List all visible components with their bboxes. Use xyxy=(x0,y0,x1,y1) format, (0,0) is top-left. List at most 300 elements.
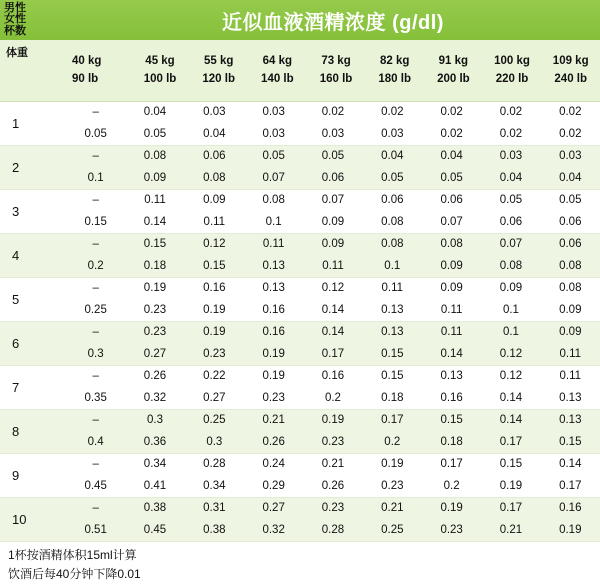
bac-cell xyxy=(66,366,125,409)
header-row-legend xyxy=(0,0,66,40)
bac-cell xyxy=(363,498,422,541)
bac-male-value: 0.27 xyxy=(262,502,285,515)
bac-male-value: – xyxy=(92,458,99,471)
bac-male-value: 0.09 xyxy=(321,238,345,251)
bac-cell xyxy=(422,234,481,277)
bac-male-value: 0.15 xyxy=(143,238,167,251)
bac-female-value: 0.2 xyxy=(443,479,460,492)
bac-female-value: 0.05 xyxy=(381,171,404,184)
bac-male-value: 0.12 xyxy=(499,370,523,383)
bac-male-value: 0.17 xyxy=(381,414,404,427)
drinks-count: 8 xyxy=(12,424,20,439)
bac-male-value: 0.09 xyxy=(499,282,523,295)
bac-cell xyxy=(303,146,362,189)
weight-kg: 82 kg xyxy=(379,54,410,67)
bac-female-value: 0.09 xyxy=(321,215,345,228)
bac-male-value: 0.23 xyxy=(321,502,345,515)
bac-female-value: 0.11 xyxy=(559,347,582,360)
bac-cell xyxy=(541,322,600,365)
bac-male-value: 0.04 xyxy=(440,150,463,163)
weight-kg: 45 kg xyxy=(145,54,175,67)
bac-male-value: 0.06 xyxy=(559,238,582,251)
bac-male-value: 0.16 xyxy=(203,282,226,295)
bac-female-value: 0.06 xyxy=(321,171,345,184)
bac-male-value: 0.09 xyxy=(440,282,463,295)
bac-cell xyxy=(481,234,540,277)
bac-male-value: 0.15 xyxy=(381,370,404,383)
bac-male-value: 0.13 xyxy=(559,414,582,427)
bac-female-value: 0.14 xyxy=(321,303,345,316)
bac-cell xyxy=(541,366,600,409)
bac-cell xyxy=(422,146,481,189)
bac-male-value: 0.22 xyxy=(203,370,226,383)
bac-female-value: 0.03 xyxy=(321,127,345,140)
bac-male-value: 0.26 xyxy=(143,370,167,383)
bac-female-value: 0.32 xyxy=(262,523,285,536)
bac-male-value: 0.13 xyxy=(381,326,404,339)
bac-female-value: 0.02 xyxy=(499,127,523,140)
bac-male-value: 0.17 xyxy=(440,458,463,471)
bac-male-value: 0.11 xyxy=(262,238,285,251)
weight-header-label: 体重 xyxy=(6,47,28,59)
bac-cell xyxy=(541,454,600,497)
bac-cell xyxy=(185,234,244,277)
bac-male-value: – xyxy=(92,370,99,383)
weight-kg: 100 kg xyxy=(494,54,530,67)
bac-cell xyxy=(303,454,362,497)
bac-cell xyxy=(541,102,600,145)
drinks-count: 6 xyxy=(12,336,20,351)
bac-male-value: 0.02 xyxy=(440,106,463,119)
table-body xyxy=(0,102,600,542)
bac-cell xyxy=(185,498,244,541)
bac-male-value: 0.02 xyxy=(559,106,582,119)
weight-kg: 109 kg xyxy=(552,54,589,67)
bac-cell xyxy=(363,322,422,365)
bac-male-value: 0.08 xyxy=(262,194,285,207)
bac-female-value: 0.28 xyxy=(321,523,345,536)
bac-male-value: 0.03 xyxy=(499,150,523,163)
footer-notes xyxy=(0,542,600,583)
bac-female-value: 0.25 xyxy=(381,523,404,536)
bac-male-value: 0.31 xyxy=(203,502,226,515)
bac-cell xyxy=(66,234,125,277)
footer-note-1: 1杯按酒精体积15ml计算 xyxy=(8,548,137,562)
bac-male-value: 0.11 xyxy=(144,194,166,207)
bac-male-value: 0.06 xyxy=(440,194,463,207)
bac-cell xyxy=(66,498,125,541)
bac-female-value: 0.38 xyxy=(203,523,226,536)
drinks-count: 9 xyxy=(12,468,20,483)
bac-female-value: 0.3 xyxy=(87,347,104,360)
bac-cell xyxy=(244,410,303,453)
bac-male-value: 0.03 xyxy=(262,106,285,119)
bac-female-value: 0.21 xyxy=(499,523,523,536)
bac-male-value: 0.08 xyxy=(440,238,463,251)
bac-female-value: 0.15 xyxy=(203,259,226,272)
bac-male-value: 0.09 xyxy=(203,194,226,207)
bac-cell xyxy=(244,146,303,189)
drinks-count: 4 xyxy=(12,248,20,263)
bac-female-value: 0.18 xyxy=(381,391,404,404)
drinks-count: 1 xyxy=(12,116,20,131)
bac-female-value: 0.08 xyxy=(499,259,523,272)
bac-female-value: 0.05 xyxy=(84,127,107,140)
bac-female-value: 0.3 xyxy=(206,435,223,448)
bac-female-value: 0.08 xyxy=(559,259,582,272)
bac-male-value: 0.02 xyxy=(321,106,345,119)
bac-cell xyxy=(363,102,422,145)
bac-cell xyxy=(363,146,422,189)
bac-cell xyxy=(481,454,540,497)
bac-female-value: 0.06 xyxy=(559,215,582,228)
table-row xyxy=(0,322,600,366)
weight-header-row xyxy=(0,40,600,102)
table-row xyxy=(0,234,600,278)
bac-female-value: 0.06 xyxy=(499,215,523,228)
bac-male-value: 0.07 xyxy=(321,194,345,207)
bac-male-value: 0.14 xyxy=(321,326,345,339)
bac-female-value: 0.1 xyxy=(384,259,401,272)
bac-male-value: 0.07 xyxy=(499,238,523,251)
bac-female-value: 0.13 xyxy=(559,391,582,404)
bac-cell xyxy=(422,366,481,409)
bac-cell xyxy=(185,278,244,321)
weight-lb: 220 lb xyxy=(495,72,529,85)
table-row xyxy=(0,454,600,498)
bac-male-value: 0.21 xyxy=(262,414,285,427)
bac-female-value: 0.04 xyxy=(559,171,582,184)
bac-male-value: 0.12 xyxy=(321,282,345,295)
bac-male-value: 0.04 xyxy=(143,106,167,119)
bac-female-value: 0.1 xyxy=(502,303,519,316)
bac-cell xyxy=(125,146,184,189)
bac-male-value: – xyxy=(92,194,99,207)
bac-cell xyxy=(541,278,600,321)
bac-male-value: 0.24 xyxy=(262,458,285,471)
bac-cell xyxy=(66,454,125,497)
bac-male-value: 0.19 xyxy=(203,326,226,339)
table-row xyxy=(0,498,600,542)
bac-male-value: 0.11 xyxy=(559,370,582,383)
bac-cell xyxy=(125,322,184,365)
bac-male-value: 0.03 xyxy=(203,106,226,119)
bac-male-value: 0.23 xyxy=(143,326,167,339)
bac-male-value: 0.38 xyxy=(143,502,167,515)
bac-female-value: 0.02 xyxy=(559,127,582,140)
bac-cell xyxy=(185,190,244,233)
bac-cell xyxy=(244,366,303,409)
bac-female-value: 0.11 xyxy=(203,215,226,228)
bac-cell xyxy=(185,146,244,189)
bac-male-value: 0.1 xyxy=(502,326,519,339)
bac-female-value: 0.23 xyxy=(262,391,285,404)
bac-female-value: 0.32 xyxy=(143,391,167,404)
weight-column-8 xyxy=(541,40,600,101)
bac-cell xyxy=(125,278,184,321)
bac-male-value: 0.06 xyxy=(203,150,226,163)
legend-male-label: 男性 xyxy=(4,1,26,14)
bac-female-value: 0.23 xyxy=(143,303,167,316)
bac-female-value: 0.1 xyxy=(87,171,104,184)
bac-female-value: 0.19 xyxy=(262,347,285,360)
bac-female-value: 0.18 xyxy=(143,259,167,272)
bac-cell xyxy=(422,190,481,233)
bac-cell xyxy=(125,454,184,497)
drinks-count: 2 xyxy=(12,160,20,175)
weight-column-5 xyxy=(365,40,424,101)
bac-female-value: 0.29 xyxy=(262,479,285,492)
bac-cell xyxy=(125,190,184,233)
weight-column-2 xyxy=(189,40,248,101)
bac-cell xyxy=(185,102,244,145)
bac-female-value: 0.26 xyxy=(262,435,285,448)
bac-male-value: 0.08 xyxy=(381,238,404,251)
bac-male-value: – xyxy=(92,282,99,295)
bac-female-value: 0.09 xyxy=(559,303,582,316)
bac-female-value: 0.02 xyxy=(440,127,463,140)
bac-male-value: 0.19 xyxy=(262,370,285,383)
bac-male-value: 0.21 xyxy=(381,502,404,515)
bac-cell xyxy=(66,102,125,145)
bac-female-value: 0.34 xyxy=(203,479,226,492)
bac-female-value: 0.14 xyxy=(143,215,167,228)
bac-female-value: 0.16 xyxy=(440,391,463,404)
bac-female-value: 0.2 xyxy=(384,435,401,448)
weight-kg: 40 kg xyxy=(72,54,102,67)
weight-lb: 200 lb xyxy=(437,72,470,85)
bac-cell xyxy=(66,278,125,321)
bac-male-value: 0.19 xyxy=(321,414,345,427)
bac-cell xyxy=(66,410,125,453)
weight-lb: 160 lb xyxy=(319,72,353,85)
bac-cell xyxy=(303,366,362,409)
weight-lb: 180 lb xyxy=(378,72,411,85)
bac-cell xyxy=(481,190,540,233)
bac-male-value: 0.14 xyxy=(499,414,523,427)
chart-header xyxy=(0,0,600,40)
weight-column-1 xyxy=(131,40,190,101)
bac-male-value: 0.16 xyxy=(262,326,285,339)
bac-male-value: 0.02 xyxy=(499,106,523,119)
bac-female-value: 0.14 xyxy=(499,391,523,404)
bac-cell xyxy=(125,102,184,145)
bac-male-value: 0.3 xyxy=(146,414,163,427)
bac-female-value: 0.18 xyxy=(440,435,463,448)
bac-male-value: 0.13 xyxy=(440,370,463,383)
bac-cell xyxy=(66,146,125,189)
bac-male-value: 0.25 xyxy=(203,414,226,427)
bac-female-value: 0.17 xyxy=(559,479,582,492)
bac-female-value: 0.41 xyxy=(143,479,167,492)
bac-cell xyxy=(481,102,540,145)
bac-cell xyxy=(363,278,422,321)
bac-male-value: 0.11 xyxy=(381,282,404,295)
bac-cell xyxy=(541,190,600,233)
bac-male-value: 0.16 xyxy=(321,370,345,383)
bac-female-value: 0.08 xyxy=(203,171,226,184)
bac-cell xyxy=(125,410,184,453)
bac-female-value: 0.17 xyxy=(499,435,523,448)
bac-cell xyxy=(185,366,244,409)
bac-male-value: 0.19 xyxy=(143,282,167,295)
bac-male-value: 0.12 xyxy=(203,238,226,251)
table-row xyxy=(0,278,600,322)
bac-cell xyxy=(66,322,125,365)
weight-lb: 120 lb xyxy=(202,72,235,85)
legend-female-label: 女性 xyxy=(4,13,26,26)
bac-cell xyxy=(244,190,303,233)
bac-male-value: – xyxy=(92,326,99,339)
bac-male-value: 0.19 xyxy=(381,458,404,471)
bac-cell xyxy=(541,234,600,277)
bac-male-value: 0.11 xyxy=(440,326,463,339)
bac-cell xyxy=(481,498,540,541)
bac-female-value: 0.09 xyxy=(440,259,463,272)
weight-kg: 64 kg xyxy=(262,54,293,67)
table-row xyxy=(0,146,600,190)
bac-female-value: 0.09 xyxy=(143,171,167,184)
bac-male-value: 0.17 xyxy=(499,502,523,515)
bac-cell xyxy=(481,322,540,365)
table-row xyxy=(0,102,600,146)
bac-male-value: 0.13 xyxy=(262,282,285,295)
bac-female-value: 0.12 xyxy=(499,347,523,360)
bac-female-value: 0.27 xyxy=(203,391,226,404)
bac-male-value: 0.05 xyxy=(262,150,285,163)
bac-cell xyxy=(541,498,600,541)
bac-cell xyxy=(125,234,184,277)
bac-male-value: 0.08 xyxy=(559,282,582,295)
bac-cell xyxy=(303,234,362,277)
bac-male-value: 0.21 xyxy=(321,458,345,471)
bac-male-value: – xyxy=(92,502,99,515)
bac-male-value: 0.08 xyxy=(143,150,167,163)
bac-cell xyxy=(422,410,481,453)
bac-female-value: 0.04 xyxy=(203,127,226,140)
drinks-count: 5 xyxy=(12,292,20,307)
bac-female-value: 0.03 xyxy=(381,127,404,140)
bac-male-value: 0.02 xyxy=(381,106,404,119)
bac-cell xyxy=(303,278,362,321)
weight-column-7 xyxy=(483,40,542,101)
bac-female-value: 0.19 xyxy=(559,523,582,536)
weight-lb: 140 lb xyxy=(261,72,294,85)
drinks-count: 10 xyxy=(12,512,27,527)
bac-cell xyxy=(363,190,422,233)
bac-cell xyxy=(481,146,540,189)
bac-cell xyxy=(244,498,303,541)
bac-cell xyxy=(185,454,244,497)
bac-cell xyxy=(303,498,362,541)
bac-cell xyxy=(303,322,362,365)
bac-cell xyxy=(244,454,303,497)
bac-cell xyxy=(363,410,422,453)
bac-female-value: 0.26 xyxy=(321,479,345,492)
bac-male-value: – xyxy=(92,150,99,163)
drinks-count: 7 xyxy=(12,380,20,395)
weight-kg: 91 kg xyxy=(438,54,469,67)
drinks-count: 3 xyxy=(12,204,20,219)
bac-cell xyxy=(481,278,540,321)
bac-cell xyxy=(363,366,422,409)
bac-cell xyxy=(363,234,422,277)
bac-cell xyxy=(185,322,244,365)
bac-cell xyxy=(422,498,481,541)
bac-female-value: 0.14 xyxy=(440,347,463,360)
bac-male-value: 0.19 xyxy=(440,502,463,515)
bac-male-value: 0.09 xyxy=(559,326,582,339)
bac-male-value: 0.14 xyxy=(559,458,582,471)
weight-kg: 55 kg xyxy=(203,54,234,67)
bac-male-value: 0.16 xyxy=(559,502,582,515)
bac-female-value: 0.15 xyxy=(381,347,404,360)
weight-lb: 240 lb xyxy=(554,72,588,85)
weight-column-6 xyxy=(424,40,483,101)
legend-drinks-label: 杯数 xyxy=(4,24,26,37)
bac-male-value: 0.05 xyxy=(321,150,345,163)
bac-female-value: 0.19 xyxy=(203,303,226,316)
weight-kg: 73 kg xyxy=(321,54,351,67)
bac-male-value: 0.06 xyxy=(381,194,404,207)
bac-female-value: 0.13 xyxy=(262,259,285,272)
bac-cell xyxy=(363,454,422,497)
weight-lb: 90 lb xyxy=(72,72,99,85)
bac-male-value: – xyxy=(92,238,99,251)
bac-female-value: 0.13 xyxy=(381,303,404,316)
bac-female-value: 0.23 xyxy=(203,347,226,360)
bac-female-value: 0.08 xyxy=(381,215,404,228)
weight-lb: 100 lb xyxy=(143,72,177,85)
bac-female-value: 0.03 xyxy=(262,127,285,140)
bac-female-value: 0.05 xyxy=(440,171,463,184)
bac-female-value: 0.35 xyxy=(84,391,107,404)
bac-cell xyxy=(422,278,481,321)
bac-male-value: 0.15 xyxy=(499,458,523,471)
bac-cell xyxy=(244,102,303,145)
bac-female-value: 0.07 xyxy=(262,171,285,184)
bac-female-value: 0.19 xyxy=(499,479,523,492)
weight-column-0 xyxy=(66,40,131,101)
bac-male-value: 0.28 xyxy=(203,458,226,471)
bac-female-value: 0.36 xyxy=(143,435,167,448)
bac-cell xyxy=(422,102,481,145)
bac-cell xyxy=(244,322,303,365)
bac-cell xyxy=(66,190,125,233)
bac-female-value: 0.45 xyxy=(143,523,167,536)
bac-cell xyxy=(185,410,244,453)
bac-cell xyxy=(422,322,481,365)
bac-cell xyxy=(481,410,540,453)
bac-female-value: 0.11 xyxy=(322,259,344,272)
bac-female-value: 0.2 xyxy=(87,259,104,272)
bac-male-value: 0.34 xyxy=(143,458,167,471)
bac-cell xyxy=(422,454,481,497)
bac-male-value: – xyxy=(92,414,99,427)
weight-column-3 xyxy=(248,40,307,101)
page-title: 近似血液酒精浓度 (g/dl) xyxy=(222,11,444,34)
bac-female-value: 0.11 xyxy=(440,303,463,316)
bac-female-value: 0.16 xyxy=(262,303,285,316)
bac-female-value: 0.27 xyxy=(143,347,167,360)
bac-female-value: 0.04 xyxy=(499,171,523,184)
bac-female-value: 0.17 xyxy=(321,347,345,360)
bac-cell xyxy=(303,410,362,453)
bac-cell xyxy=(303,102,362,145)
bac-cell xyxy=(125,498,184,541)
bac-female-value: 0.51 xyxy=(84,523,107,536)
bac-female-value: 0.45 xyxy=(84,479,107,492)
